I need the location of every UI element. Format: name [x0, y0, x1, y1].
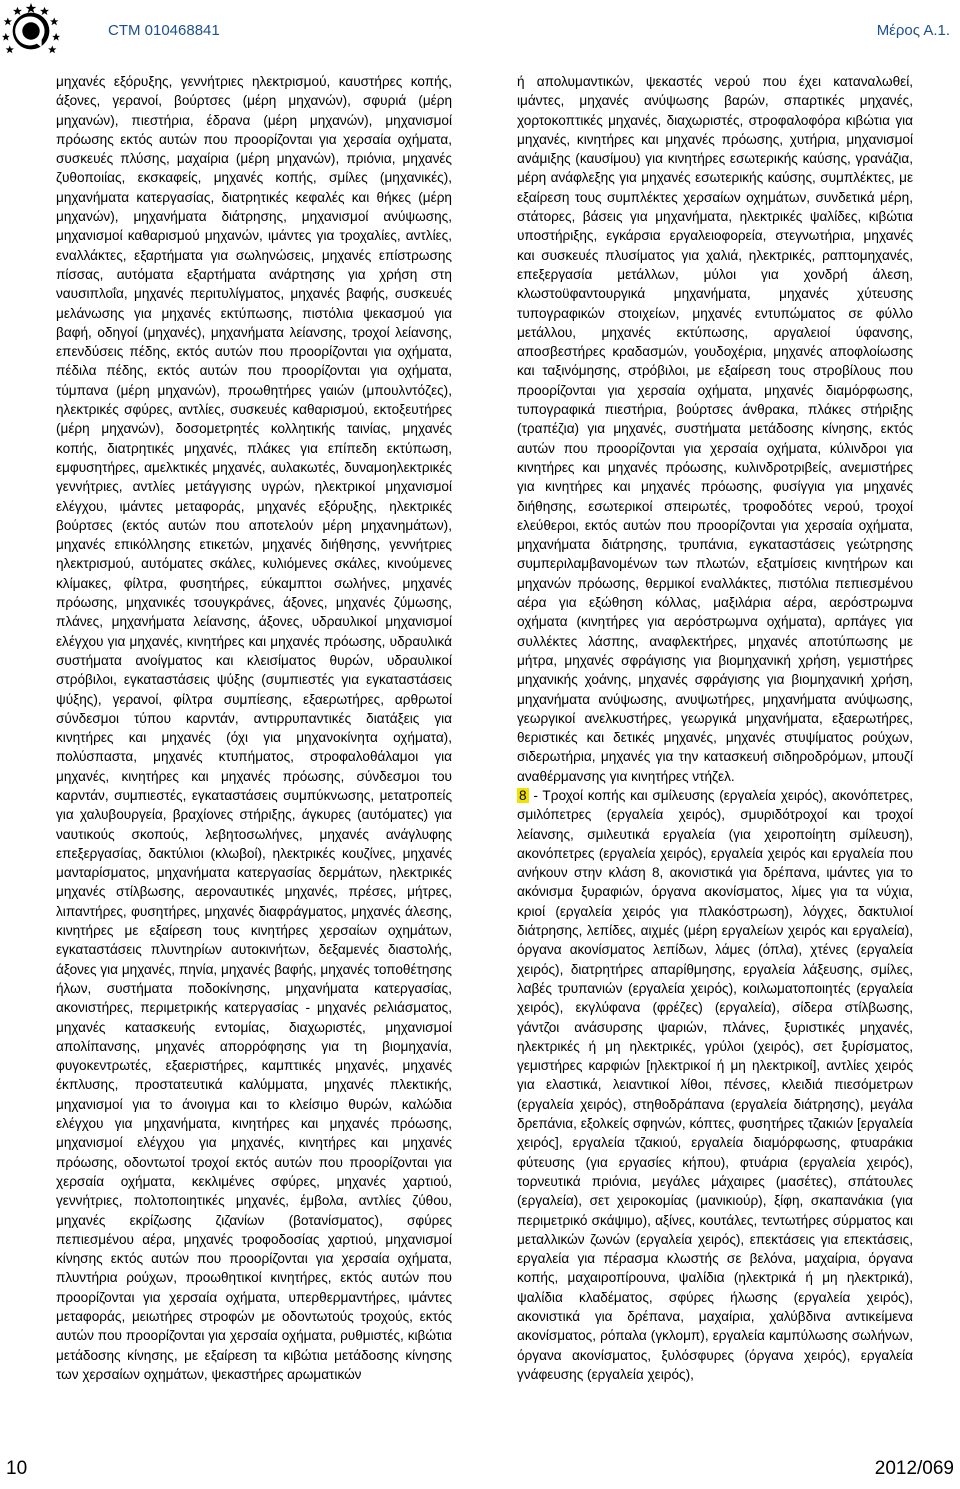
- right-column: [517, 72, 913, 1384]
- left-column-text: μηχανές εξόρυξης, γεννήτριες ηλεκτρισμού, καυστήρες κοπής, άξονες, γερανοί, βούρτσες (μέρη μηχανών), σφυριά (μέρη μηχανών), πιεστήρια, έδρανα (μέρη μηχανών), μηχανισμοί πρόωσης εκτός αυτών που προορίζονται για χερσαία οχήματα, συσκευές πλύσης, μαχαίρια (μέρη μηχανών), πριόνια, μηχανές ζυθοποιίας, εκσκαφείς, μηχανές κοπής, σμίλες (μηχανικές), μηχανήματα κατεργασίας, διατρητικές κεφαλές και θήκες (μέρη μηχανών), μηχανήματα διάτρησης, μηχανισμοί ανύψωσης, μηχανισμοί καθαρισμού μηχανών, ιμάντες για τροχαλίες, αντλίες, εναλλάκτες, εξαρτήματα για σωληνώσεις, μηχανές επίστρωσης πίσσας, αυτόματα εξαρτήματα ανάρτησης για χρήση στη ναυσιπλοΐα, μηχανές περιτυλίγματος, μηχανές βαφής, συσκευές μελάνωσης για μηχανές εκτύπωσης, πιστόλια ψεκασμού για βαφή, οδηγοί (μηχανές), μηχανήματα λείανσης, τροχοί λείανσης, επενδύσεις πέδης, εκτός αυτών που προορίζονται για οχήματα, πέδιλα πέδης, εκτός αυτών που προορίζονται για οχήματα, τύμπανα (μέρη μηχανών), προωθητήρες γαιών (μπουλντόζες), ηλεκτρικές σφύρες, αντλίες, συσκευές καθαρισμού, εκτοξευτήρες (μέρη μηχανών), δοσομετρητές κολλητικής ταινίας, μηχανές κοπής, διατρητικές μηχανές, πλάκες για επίπεδη εκτύπωση, εμφυσητήρες, αμελκτικές μηχανές, αυλακωτές, δυναμοηλεκτρικές γεννήτριες, αντλίες μετάγγισης υγρών, ηλεκτρικοί μηχανισμοί ελέγχου, ιμάντες μεταφοράς, μηχανές εξόρυξης, ηλεκτρικές βούρτσες (εκτός αυτών που αποτελούν μέρη μηχανημάτων), μηχανές επικόλλησης ετικετών, μηχανές διήθησης, γεννήτριες ηλεκτρισμού, αυτόματες σκάλες, κυλιόμενες σκάλες, κινούμενες κλίμακες, φίλτρα, φυσητήρες, εύκαμπτοι σωλήνες, μηχανές πρόωσης, μηχανικές τσουγκράνες, άξονες, μηχανές ζύμωσης, πλάνες, μηχανήματα λείανσης, άξονες, υδραυλικοί μηχανισμοί ελέγχου για μηχανές, κινητήρες και μηχανές πρόωσης, υδραυλικά συστήματα ανοίγματος και κλεισίματος θυρών, υδραυλικοί στρόβιλοι, εγκαταστάσεις ψύξης (συμπιεστές για εγκαταστάσεις ψύξης), γερανοί, φίλτρα συμπίεσης, εξαερωτήρες, αρθρωτοί σύνδεσμοι τύπου καρντάν, αντιρρυπαντικές διατάξεις για κινητήρες και μηχανές (όχι για μηχανοκίνητα οχήματα), πολύσπαστα, μηχανές κτυπήματος, στροφαλοθάλαμοι για μηχανές, κινητήρες και μηχανές πρόωσης, σύνδεσμοι του καρντάν, συμπιεστές, εγκαταστάσεις συμπύκνωσης, μετατροπείς για χαλυβουργεία, βραχίονες στήριξης, άγκυρες (αυτόματες) για ναυτικούς σκοπούς, λεβητοσωλήνες, μηχανές ανάγλυφης επεξεργασίας, δακτύλιοι (κλωβοί), ηλεκτρικές κουζίνες, μηχανές μανταρίσματος, μηχανήματα κατεργασίας δερμάτων, ηλεκτρικές μηχανές στίλβωσης, αεροναυτικές μηχανές, πρέσες, μήτρες, λιπαντήρες, φυσητήρες, μηχανές διαφράγματος, μηχανές άλεσης, κινητήρες με εξαίρεση τους κινητήρες χερσαίων οχημάτων, εγκαταστάσεις πλυντηρίων αυτοκινήτων, δεξαμενές διαστολής, άξονες για μηχανές, πηνία, μηχανές βαφής, μηχανές τοποθέτησης ήλων, συστήματα ποδοκίνησης, μηχανήματα κατεργασίας, ακονιστήρες, περιμετρικής κατεργασίας - μηχανές ρελιάσματος, μηχανές κατασκευής εντομίας, διαχωριστές, μηχανισμοί απολίπανσης, μηχανές απορρόφησης για τη βιομηχανία, φυγοκεντρωτές, εξαεριστήρες, καμπτικές μηχανές, μηχανές έκπλυσης, προστατευτικά καλύμματα, μηχανές πλεκτικής, μηχανισμοί για το άνοιγμα και το κλείσιμο θυρών, καλώδια ελέγχου για μηχανήματα, κινητήρες και μηχανές πρόωσης, μηχανισμοί ελέγχου για μηχανές, κινητήρες και μηχανές πρόωσης, οδοντωτοί τροχοί εκτός αυτών που προορίζονται για χερσαία οχήματα, κεκλιμένες σφύρες, μηχανές χαρτιού, γεννήτριες, πολτοποιητικές μηχανές, έμβολα, αντλίες ζύθου, μηχανές εκρίζωσης ζιζανίων (βοτανίσματος), σφύρες πεπιεσμένου αέρα, μηχανές τροφοδοσίας χαρτιού, μηχανισμοί κίνησης εκτός αυτών που προορίζονται για χερσαία οχήματα, πλυντήρια ρούχων, προωθητικοί κινητήρες, εκτός αυτών που προορίζονται για χερσαία οχήματα, υπερθερμαντήρες, ιμάντες μεταφοράς, μειωτήρες στροφών με οδοντωτούς τροχούς, εκτός αυτών που προορίζονται για χερσαία οχήματα, ρυθμιστές, κιβώτια μετάδοσης κίνησης, με εξαίρεση τα κιβώτια μετάδοσης κίνησης των χερσαίων οχημάτων, ψεκαστήρες αρωματικών: [56, 74, 452, 1382]
- ctm-number: CTM 010468841: [108, 22, 220, 39]
- right-column-continuation: ή απολυμαντικών, ψεκαστές νερού που έχει καταναλωθεί, ιμάντες, μηχανές ανύψωσης βαρών, σπαρτικές μηχανές, χορτοκοπτικές μηχανές, διαχωριστές, στροφαλοφόρα κιβώτια για μηχανές, κινητήρες και μηχανές πρόωσης, χυτήρια, μηχανισμοί ανάμιξης (καυσίμου) για κινητήρες εσωτερικής καύσης, γρανάζια, μέρη ανάφλεξης για μηχανές εσωτερικής καύσης, συμπλέκτες, με εξαίρεση τους συμπλέκτες χερσαίων οχημάτων, συνδετικά μέρη, στάτορες, βάσεις για μηχανήματα, ηλεκτρικές ψαλίδες, κιβώτια υποστήριξης, εγκάρσια εργαλειοφορεία, στεγνωτήρια, μηχανές και συσκευές πλυσίματος για χαλιά, ηλεκτρικές, ραπτομηχανές, επεξεργασία μετάλλων, μύλοι για χονδρή άλεση, κλωστοϋφαντουργικά μηχανήματα, μηχανές χύτευσης τυπογραφικών στοιχείων, μηχανές εντυπώματος σε φύλλο μετάλλου, μηχανές εκτύπωσης, αργαλειοί ύφανσης, αποσβεστήρες κραδασμών, γουδοχέρια, μηχανές αποφλοίωσης και ταξινόμησης, στρόβιλοι, με εξαίρεση τους στροβίλους που προορίζονται για χερσαία οχήματα, μηχανές διαμόρφωσης, τυπογραφικά πιεστήρια, βούρτσες άνθρακα, πλάκες στήριξης (τραπέζια) για μηχανές, συστήματα μετάδοσης κίνησης, εκτός αυτών που προορίζονται για χερσαία οχήματα, κύλινδροι για κινητήρες και μηχανές πρόωσης, κυλινδροτριβείς, ανεμιστήρες για κινητήρες και μηχανές πρόωσης, φυσίγγια για μηχανές διήθησης, εσωτερικοί σπειρωτές, τροφοδότες νερού, τροχοί ελεύθεροι, εκτός αυτών που προορίζονται για χερσαία οχήματα, μηχανήματα διάτρησης, τρυπάνια, εγκαταστάσεις γεώτρησης συμπεριλαμβανομένων των πλωτών, εξατμίσεις κινητήρων και μηχανών πρόωσης, θερμικοί εναλλάκτες, πιστόλια πεπιεσμένου αέρα για εξώθηση κόλλας, μαξιλάρια αέρα, αερόστρωμνα οχήματα (κινητήρες για αερόστρωμνα οχήματα), αρπάγες για συλλέκτες λάσπης, αναφλεκτήρες, μηχανές αποτύπωσης με μήτρα, μηχανές σφράγισης για βιομηχανική χρήση, γεμιστήρες μηχανικής χοάνης, μηχανές σφράγισης για βιομηχανική χρήση, μηχανήματα ανύψωσης, ανυψωτήρες, μηχανήματα ανύψωσης, γεωργικοί ανελκυστήρες, γεωργικά μηχανήματα, εξαερωτήρες, θεριστικές και δετικές μηχανές, μηχανές στυψίματος ρούχων, σιδερωτήρια, μηχανές για την κατασκευή σιδηροδρόμων, μπουζί αναθέρμανσης για κινητήρες ντήζελ.: [517, 74, 913, 784]
- class-8-text: - Τροχοί κοπής και σμίλευσης (εργαλεία χειρός), ακονόπετρες, σμιλόπετρες (εργαλεία χειρός), σμυριδότροχοί και τροχοί λείανσης, σμιλευτικά εργαλεία (για χειροποίητη σμίλευση), ακονόπετρες (εργαλεία χειρός), εργαλεία χειρός και εργαλεία που ανήκουν στην κλάση 8, ακονιστικά για δρέπανα, ιμάντες για το ακόνισμα ξυραφιών, όργανα ακονίσματος, λίμες για τα νύχια, κριοί (εργαλεία χειρός για πλακόστρωση), λόγχες, δακτυλιοί διάτρησης, λεπίδες, αιχμές (μέρη εργαλείων χειρός και εργαλεία), όργανα ακονίσματος λεπίδων, λάμες (όπλα), χτένες (εργαλεία χειρός), διατρητήρες απαρίθμησης, εργαλεία λάξευσης, σμίλες, λαβές τρυπανιών (εργαλεία χειρός), κοιλωματοποιητές (εργαλεία χειρός), εκγλύφανα (φρέζες) (εργαλεία), σίδερα στίλβωσης, γάντζοι ανάσυρσης ψαριών, πλάνες, ξυριστικές μηχανές, ηλεκτρικές ή μη ηλεκτρικές, γρύλοι (χειρός), σετ ξυρίσματος, γεμιστήρες καρφιών [ηλεκτρικοί ή μη ηλεκτρικοί], αντλίες χειρός για ελαστικά, λειαντικοί λίθοι, πένσες, κλειδιά πιεσόμετρων (εργαλεία χειρός), στηθοδράπανα (εργαλεία διάτρησης), μεγάλα δρεπάνια, εξολκείς σφηνών, κόπτες, φυσητήρες τζακιών [εργαλεία χειρός], εργαλεία τζακιού, εργαλεία διαμόρφωσης, φτυαράκια φύτευσης (για εργασίες κήπου), φτυάρια (εργαλεία χειρός), τορνευτικά πριόνια, μεγάλες μάχαιρες (μασέτες), σπάτουλες (εργαλεία), σετ χειροκομίας (μανικιούρ), ξίφη, σκαπανάκια (για περιμετρικό σκάψιμο), αξίνες, κουτάλες, τεντωτήρες σύρματος και μεταλλικών ζωνών (εργαλεία χειρός), επεκτάσεις για επεκτάσεις, εργαλεία για πέρασμα κλωστής σε βελόνα, μαχαίρια, όργανα κοπής, μαχαιροπίρουνα, ψαλίδια (ηλεκτρικά ή μη ηλεκτρικά), ψαλίδια κλαδέματος, σφύρες ήλωσης (εργαλεία χειρός), ακονιστικά για δρέπανα, μαχαίρια, χαλύβδινα αντικείμενα ακονίσματος, ρόπαλα (γκλομπ), εργαλεία καμπύλωσης σωλήνων, όργανα ακονίσματος, ξυλόσφυρες (όργανα χειρός), εργαλεία γνάφευσης (εργαλεία χειρός),: [517, 787, 913, 1382]
- bulletin-number: 2012/069: [874, 1458, 954, 1479]
- class-8-entry: [517, 786, 913, 1384]
- left-column: [56, 72, 452, 1384]
- page-number: 10: [6, 1458, 28, 1479]
- class-number-badge: 8: [519, 787, 527, 803]
- oami-logo-icon: [2, 2, 60, 60]
- part-label: Μέρος Α.1.: [876, 22, 950, 39]
- page-header: [0, 0, 960, 62]
